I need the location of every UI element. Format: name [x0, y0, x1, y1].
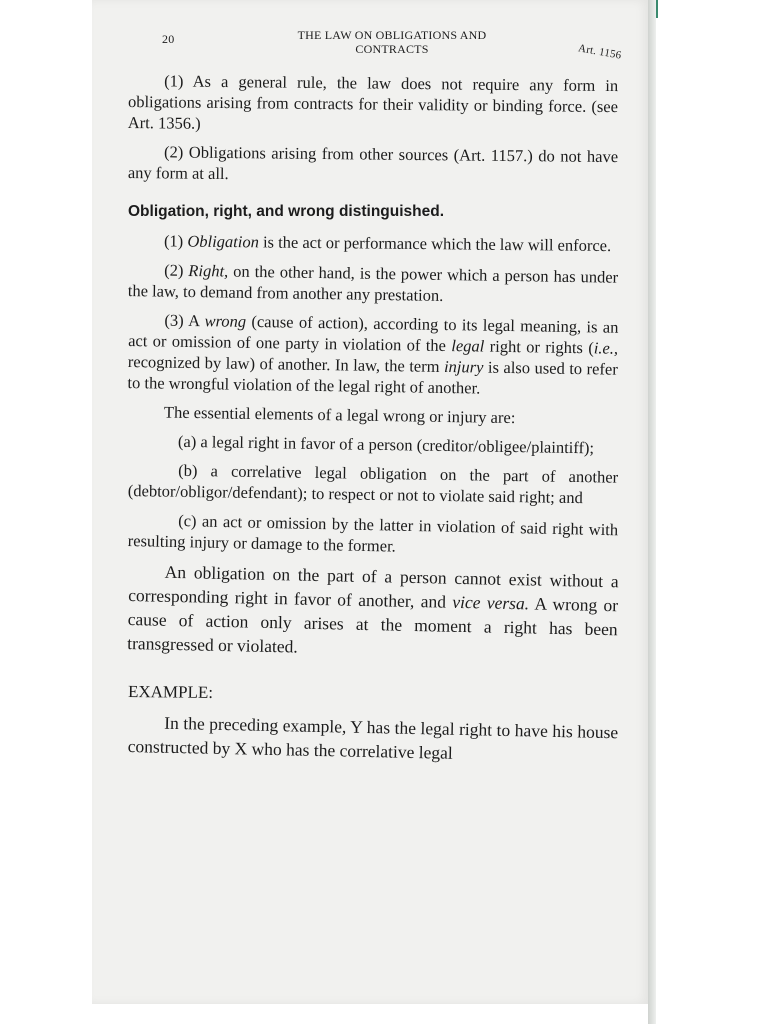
element-a: (a) a legal right in favor of a person (creditor/obligee/plaintiff);: [177, 431, 595, 458]
example-heading: EXAMPLE:: [127, 682, 214, 702]
ie-term: i.e.,: [593, 338, 619, 358]
paragraph-form-rule: (1) As a general rule, the law does not require any form in obligations arising from contracts for their validity or binding force. (see Art. 1356.): [127, 71, 619, 133]
obligation-definition: is the act or performance which the law will enforce.: [258, 232, 612, 256]
paragraph-other-sources: (2) Obligations arising from other sources (Art. 1157.) do not have any form at all.: [127, 142, 619, 184]
wrong-part-c: right or rights (: [484, 336, 594, 358]
page-header: [92, 26, 650, 66]
paragraph-right: [128, 259, 619, 309]
wrong-part-a: (3) A: [164, 310, 205, 331]
closing-part-a: An obligation on the part of a person cannot exist without a corresponding right in favor of another, and: [128, 561, 619, 612]
wrong-part-e: is also used to refer to the wrongful violation of the legal right of another.: [127, 357, 618, 398]
paragraph-obligation: [128, 230, 618, 256]
legal-term: legal: [451, 336, 485, 356]
section-heading: Obligation, right, and wrong distinguished.: [128, 203, 445, 220]
element-c: (c) an act or omission by the latter in violation of said right with resulting injury or damage to the former.: [127, 511, 619, 556]
page-body: [127, 70, 619, 763]
paragraph-closing: [127, 559, 619, 665]
book-page: [92, 0, 650, 1004]
obligation-term: Obligation: [187, 231, 259, 252]
right-term: Right,: [188, 260, 229, 281]
obligation-number: (1): [163, 231, 184, 251]
running-head: THE LAW ON OBLIGATIONS AND CONTRACTS: [297, 28, 487, 56]
wrong-part-d: recognized by law) of another. In law, the term: [127, 351, 445, 376]
right-number: (2): [164, 260, 184, 280]
page-number: 20: [162, 32, 175, 46]
element-b: (b) a correlative legal obligation on the part of another (debtor/obligor/defendant); to respect or not to violate said right; and: [127, 460, 619, 508]
right-definition: on the other hand, is the power which a person has under the law, to demand from another any prestation.: [127, 261, 619, 305]
wrong-term: wrong: [204, 311, 247, 331]
wrong-part-b: (cause of action), according to its legal meaning, is an act or omission of one party in violation of the: [128, 311, 619, 356]
example-text: In the preceding example, Y has the legal right to have his house constructed by X who has the correlative legal: [127, 712, 619, 763]
closing-part-b: A wrong or cause of action only arises at the moment a right has been transgressed or violated.: [127, 593, 619, 657]
article-reference: Art. 1156: [577, 42, 623, 62]
injury-term: injury: [443, 356, 484, 377]
paragraph-wrong: [127, 309, 618, 401]
vice-versa-term: vice versa.: [452, 591, 530, 614]
elements-intro: The essential elements of a legal wrong or injury are:: [163, 402, 516, 428]
page-edge: [648, 0, 656, 1024]
